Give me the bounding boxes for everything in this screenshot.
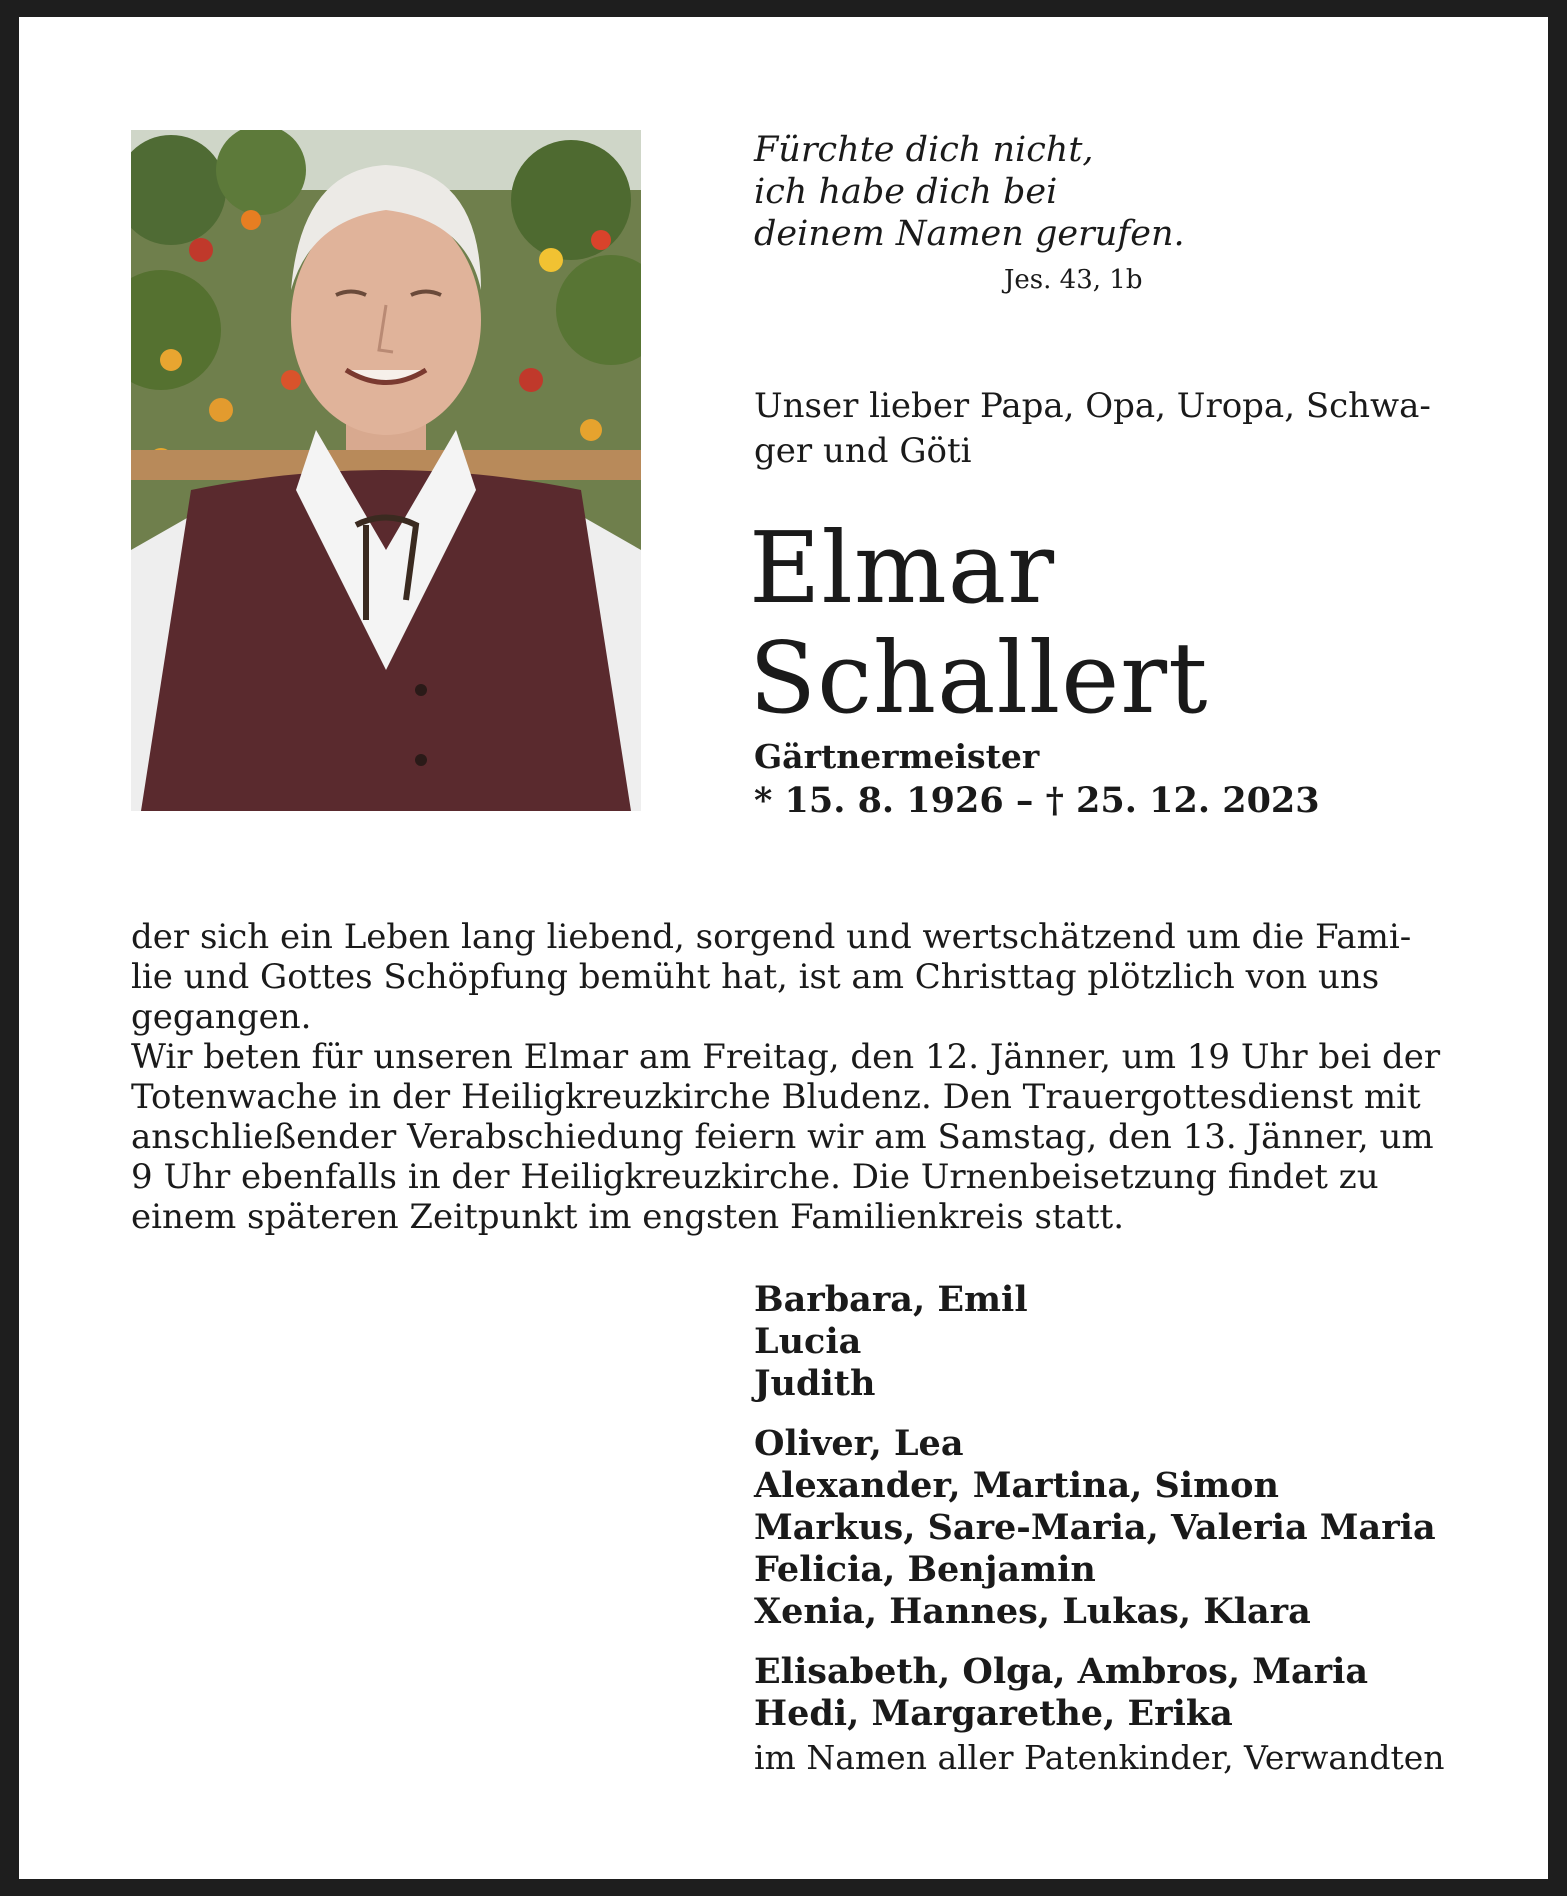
first-name: Elmar (749, 512, 1056, 626)
mourner-line: Lucia (754, 1321, 862, 1362)
intro-line: Unser lieber Papa, Opa, Uropa, Schwa- (754, 386, 1431, 426)
mourner-line: Hedi, Margarethe, Erika (754, 1693, 1233, 1734)
deceased-name (749, 514, 1208, 734)
intro-line: ger und Göti (754, 431, 972, 471)
body-line: 9 Uhr ebenfalls in der Heiligkreuzkirche. Die Urnenbeisetzung findet zu (131, 1157, 1379, 1197)
mourners-list (754, 1279, 1494, 1779)
mourner-line: Markus, Sare-Maria, Valeria Maria (754, 1507, 1436, 1548)
quote-line: deinem Namen gerufen. (754, 214, 1185, 254)
body-line: lie und Gottes Schöpfung bemüht hat, ist am Christtag plötzlich von uns (131, 957, 1380, 997)
life-dates: * 15. 8. 1926 – † 25. 12. 2023 (754, 780, 1320, 821)
mourner-line: Xenia, Hannes, Lukas, Klara (754, 1591, 1311, 1632)
mourner-line: Oliver, Lea (754, 1423, 964, 1464)
obituary-page (19, 17, 1548, 1879)
intro-text (754, 384, 1474, 474)
body-line: Totenwache in der Heiligkreuzkirche Bludenz. Den Trauergottesdienst mit (131, 1077, 1421, 1117)
mourner-line: Alexander, Martina, Simon (754, 1465, 1279, 1506)
mourners-children (754, 1279, 1494, 1405)
last-name: Schallert (749, 622, 1209, 736)
portrait-photo (131, 130, 641, 811)
body-line: anschließender Verabschiedung feiern wir am Samstag, den 13. Jänner, um (131, 1117, 1434, 1157)
quote-reference: Jes. 43, 1b (1004, 265, 1143, 295)
body-line: einem späteren Zeitpunkt im engsten Familienkreis statt. (131, 1197, 1125, 1237)
bible-quote (754, 129, 1354, 255)
mourner-line: Judith (754, 1363, 876, 1404)
quote-line: Fürchte dich nicht, (754, 130, 1094, 170)
portrait-illustration (131, 130, 641, 811)
mourners-relatives (754, 1651, 1494, 1735)
body-line: gegangen. (131, 997, 312, 1037)
mourners-closing: im Namen aller Patenkinder, Verwandten (754, 1738, 1445, 1777)
body-line: der sich ein Leben lang liebend, sorgend und wertschätzend um die Fami- (131, 917, 1412, 957)
obituary-body (131, 917, 1459, 1237)
body-line: Wir beten für unseren Elmar am Freitag, den 12. Jänner, um 19 Uhr bei der (131, 1037, 1441, 1077)
mourner-line: Barbara, Emil (754, 1279, 1028, 1320)
mourner-line: Felicia, Benjamin (754, 1549, 1096, 1590)
quote-line: ich habe dich bei (754, 172, 1058, 212)
profession: Gärtnermeister (754, 737, 1040, 776)
mourner-line: Elisabeth, Olga, Ambros, Maria (754, 1651, 1369, 1692)
mourners-grandchildren (754, 1423, 1494, 1633)
